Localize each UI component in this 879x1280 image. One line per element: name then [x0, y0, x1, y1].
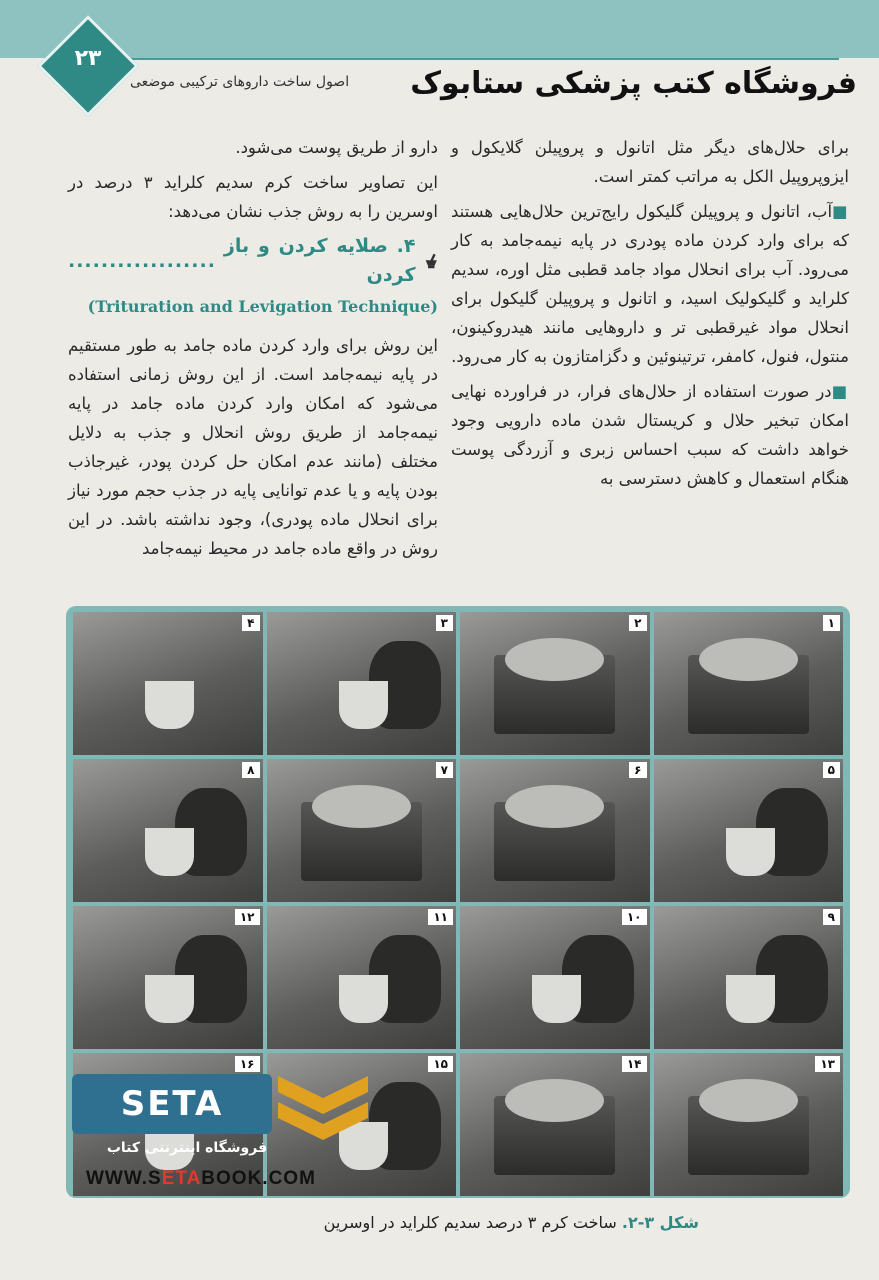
- header-band: [0, 0, 879, 58]
- jar-shape: [726, 828, 775, 877]
- photo-panel: [654, 906, 844, 1049]
- square-bullet-icon: ■: [831, 382, 849, 401]
- paragraph-text: در صورت استفاده از حلال‌های فرار، در فراورده نهایی امکان تبخیر حلال و کریستال شدن ماده دارویی وجود خواهد داشت که سبب احساس زبری و آزردگی پوست هنگام استعمال و کاهش دسترسی به: [451, 382, 849, 488]
- paragraph: [451, 377, 849, 493]
- jar-shape: [339, 975, 388, 1024]
- panel-number: ۱۳: [815, 1056, 840, 1072]
- panel-number: ۳: [436, 615, 453, 631]
- panel-number: ۱۱: [428, 909, 453, 925]
- paragraph: برای حلال‌های دیگر مثل اتانول و پروپیلن گلایکول و ایزوپروپیل الکل به مراتب کمتر است.: [451, 138, 849, 186]
- left-column: [68, 133, 438, 569]
- photo-panel: [73, 612, 263, 755]
- photo-panel: [460, 1053, 650, 1196]
- photo-panel: [267, 612, 457, 755]
- panel-number: ۱: [823, 615, 840, 631]
- mortar-pestle-icon: [424, 252, 438, 270]
- paragraph: [451, 197, 849, 371]
- jar-shape: [532, 975, 581, 1024]
- panel-number: ۷: [436, 762, 453, 778]
- watermark-url: WWW.SETABOOK.COM: [86, 1168, 316, 1189]
- jar-shape: [145, 828, 194, 877]
- panel-number: ۱۴: [622, 1056, 647, 1072]
- jar-shape: [726, 975, 775, 1024]
- header-rule: [120, 58, 839, 60]
- paragraph: این روش برای وارد کردن ماده جامد به طور مستقیم در پایه نیمه‌جامد است. از این روش زمانی استفاده می‌شود که امکان وارد کردن ماده جامد در پایه نیمه‌جامد از طریق روش انحلال و جذب به دلایل مختلف (مانند عدم امکان حل کردن پودر، غیرجاذب بودن پایه و یا عدم توانایی پایه در جذب حجم مورد نیاز برای انحلال ماده پودری)، وجود نداشته باشد. در این روش در واقع ماده جامد در محیط نیمه‌جامد: [68, 336, 438, 558]
- panel-number: ۱۲: [235, 909, 260, 925]
- plate-shape: [312, 785, 411, 828]
- plate-shape: [505, 785, 604, 828]
- section-title: ۴. صلایه کردن و باز کردن: [223, 235, 416, 286]
- photo-panel: [460, 906, 650, 1049]
- panel-number: ۱۵: [428, 1056, 453, 1072]
- panel-number: ۴: [242, 615, 259, 631]
- plate-shape: [505, 638, 604, 681]
- section-heading: [68, 232, 438, 290]
- square-bullet-icon: ■: [832, 202, 849, 221]
- jar-shape: [145, 975, 194, 1024]
- photo-panel: [460, 759, 650, 902]
- leader-dots: ..................: [68, 249, 216, 272]
- panel-number: ۲: [629, 615, 646, 631]
- chevron-logo-icon: [278, 1068, 368, 1140]
- right-column: [451, 133, 849, 499]
- plate-shape: [699, 1079, 798, 1122]
- panel-number: ۱۰: [622, 909, 647, 925]
- jar-shape: [145, 681, 194, 730]
- panel-number: ۱۶: [235, 1056, 260, 1072]
- paragraph: دارو از طریق پوست می‌شود.: [235, 138, 438, 157]
- watermark-logo: SETA: [72, 1074, 272, 1134]
- watermark: [72, 1060, 372, 1200]
- jar-shape: [339, 681, 388, 730]
- plate-shape: [699, 638, 798, 681]
- running-head: اصول ساخت داروهای ترکیبی موضعی: [130, 74, 350, 90]
- plate-shape: [505, 1079, 604, 1122]
- photo-panel: [73, 759, 263, 902]
- figure-caption-text: ساخت کرم ۳ درصد سدیم کلراید در اوسرین: [323, 1213, 617, 1232]
- panel-number: ۵: [823, 762, 840, 778]
- photo-panel: [654, 1053, 844, 1196]
- shop-title-overlay: فروشگاه کتب پزشکی ستابوک: [410, 66, 857, 101]
- paragraph: این تصاویر ساخت کرم سدیم کلراید ۳ درصد در اوسرین را به روش جذب نشان می‌دهد:: [68, 173, 439, 221]
- photo-panel: [654, 612, 844, 755]
- paragraph-text: آب، اتانول و پروپیلن گلیکول رایج‌ترین حلال‌هایی هستند که برای وارد کردن ماده پودری در پایه نیمه‌جامد به کار می‌رود. آب برای انحلال مواد جامد قطبی مثل اوره، سدیم کلراید و گلیکولیک اسید، و اتانول و پروپیلن گلیکول برای انحلال مواد غیرقطبی تر و داروهایی مانند هیدروکینون، منتول، فنول، کامفر، ترتینوئین و دگزامتازون به کار می‌رود.: [451, 202, 849, 366]
- photo-panel: [460, 612, 650, 755]
- photo-panel: [267, 906, 457, 1049]
- panel-number: ۹: [823, 909, 840, 925]
- panel-number: ۶: [629, 762, 646, 778]
- figure-label: شکل ۳-۲.: [621, 1213, 699, 1232]
- photo-panel: [267, 759, 457, 902]
- photo-panel: [73, 906, 263, 1049]
- page-number: ۲۳: [74, 46, 102, 71]
- section-title-english: (Trituration and Levigation Technique): [87, 297, 438, 316]
- photo-panel: [654, 759, 844, 902]
- watermark-subtitle: فروشگاه اینترنتی کتاب: [106, 1140, 268, 1156]
- panel-number: ۸: [242, 762, 259, 778]
- figure-caption: [324, 1213, 699, 1232]
